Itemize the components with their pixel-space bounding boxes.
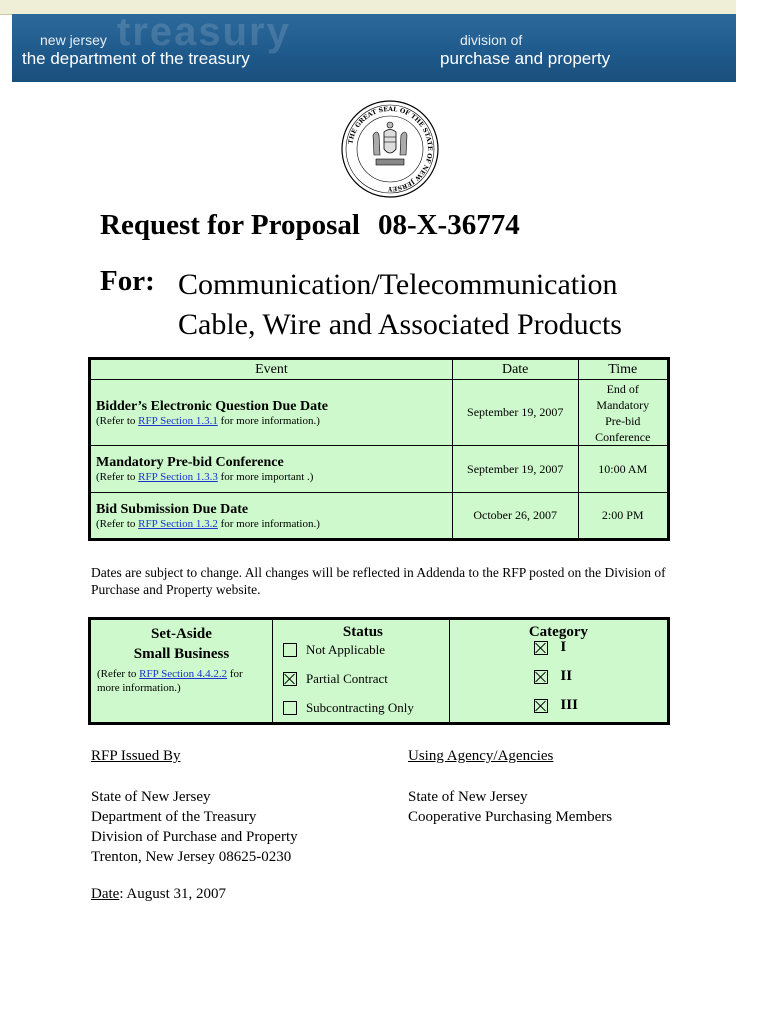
rfp-subject-line1: Communication/Telecommunication: [178, 268, 618, 301]
issued-by-address: [91, 787, 298, 867]
issued-by-heading: RFP Issued By: [91, 748, 181, 764]
event-reference: [96, 471, 447, 483]
ref-suffix: for more information.): [217, 414, 320, 427]
top-border-strip: [0, 0, 736, 15]
set-aside-heading: [97, 624, 266, 664]
issued-by-block: [91, 746, 298, 867]
event-date: September 19, 2007: [452, 446, 578, 493]
checkbox-icon[interactable]: [283, 701, 297, 715]
banner-division-label: division of: [460, 32, 523, 48]
table-row: [90, 493, 669, 540]
set-aside-heading-line1: Set-Aside: [151, 626, 212, 642]
set-aside-reference: [97, 667, 266, 695]
event-cell: [90, 493, 453, 540]
rfp-section-link[interactable]: RFP Section 1.3.3: [138, 471, 218, 483]
event-time-line: Mandatory: [596, 397, 650, 412]
event-name: Bidder’s Electronic Question Due Date: [96, 398, 329, 414]
event-cell: [90, 380, 453, 446]
rfp-number: 08-X-36774: [377, 209, 520, 241]
checkbox-checked-icon[interactable]: [534, 641, 548, 655]
set-aside-heading-line2: Small Business: [133, 646, 230, 662]
rfp-section-link[interactable]: RFP Section 1.3.1: [138, 414, 218, 427]
status-option-subcontracting-only: [283, 693, 443, 722]
banner-state-label: new jersey: [40, 32, 107, 48]
rfp-subject: [178, 265, 622, 345]
ref-prefix: (Refer to: [96, 517, 139, 530]
status-cell: [272, 619, 449, 724]
event-name: Bid Submission Due Date: [96, 501, 249, 517]
event-time-line: Conference: [595, 429, 651, 444]
issue-date: [91, 886, 226, 903]
events-header-event: Event: [90, 359, 453, 380]
ref-suffix: for more information.): [97, 668, 243, 694]
event-time-line: End of: [606, 381, 639, 396]
set-aside-table: [88, 617, 670, 725]
rfp-title-label: Request for Proposal: [100, 209, 360, 241]
event-time: 10:00 AM: [578, 446, 668, 493]
issue-date-label: Date: [91, 886, 120, 902]
category-label: I: [560, 639, 567, 655]
rfp-subject-line2: Cable, Wire and Associated Products: [178, 308, 622, 341]
using-agency-heading: Using Agency/Agencies: [408, 748, 554, 764]
checkbox-checked-icon[interactable]: [283, 672, 297, 686]
category-option-iii: [456, 691, 661, 720]
event-reference: [96, 518, 447, 530]
address-line: Department of the Treasury: [91, 809, 257, 825]
event-date: October 26, 2007: [452, 493, 578, 540]
ref-suffix: for more information.): [217, 517, 320, 530]
event-time: 2:00 PM: [578, 493, 668, 540]
status-option-partial-contract: [283, 664, 443, 693]
banner-department-label: the department of the treasury: [22, 49, 250, 68]
status-label: Not Applicable: [305, 641, 386, 657]
rfp-section-link[interactable]: RFP Section 1.3.2: [138, 517, 218, 530]
seal-inscription: THE GREAT SEAL OF THE STATE OF NEW JERSEY: [347, 105, 434, 193]
category-heading: Category: [528, 624, 588, 640]
using-agency-block: [408, 746, 612, 827]
set-aside-cell: [90, 619, 273, 724]
address-line: Division of Purchase and Property: [91, 829, 298, 845]
status-label: Partial Contract: [305, 670, 388, 686]
banner-watermark: treasury: [117, 14, 291, 54]
events-header-date: Date: [452, 359, 578, 380]
event-time: [578, 380, 668, 446]
ref-prefix: (Refer to: [96, 471, 139, 483]
agency-line: Cooperative Purchasing Members: [408, 809, 613, 825]
status-heading: Status: [342, 624, 383, 640]
for-label: For:: [100, 265, 155, 297]
table-row: [90, 446, 669, 493]
issue-date-value: : August 31, 2007: [119, 886, 227, 902]
checkbox-checked-icon[interactable]: [534, 670, 548, 684]
event-cell: [90, 446, 453, 493]
category-cell: [449, 619, 668, 724]
category-label: III: [560, 697, 578, 713]
banner-division-name: purchase and property: [440, 49, 611, 68]
event-date: September 19, 2007: [452, 380, 578, 446]
agency-line: State of New Jersey: [408, 789, 528, 805]
category-label: II: [560, 668, 573, 684]
rfp-section-link[interactable]: RFP Section 4.4.2.2: [139, 668, 228, 680]
events-table: [88, 357, 670, 541]
category-option-ii: [456, 662, 661, 691]
rfp-title: [100, 209, 520, 242]
nj-great-seal-icon: [340, 99, 440, 199]
ref-suffix: for more important .): [217, 471, 314, 483]
checkbox-checked-icon[interactable]: [534, 699, 548, 713]
table-row: [90, 380, 669, 446]
events-header-time: Time: [578, 359, 668, 380]
status-label: Subcontracting Only: [305, 699, 414, 715]
address-line: State of New Jersey: [91, 789, 211, 805]
ref-prefix: (Refer to: [96, 414, 139, 427]
checkbox-icon[interactable]: [283, 643, 297, 657]
using-agency-list: [408, 787, 612, 827]
treasury-banner: [12, 14, 736, 82]
address-line: Trenton, New Jersey 08625-0230: [91, 849, 292, 865]
dates-notice: Dates are subject to change. All changes will be reflected in Addenda to the RFP posted on the Division of Purchase and Property website.: [91, 565, 666, 597]
event-name: Mandatory Pre-bid Conference: [96, 455, 284, 470]
event-reference: [96, 415, 447, 427]
events-header-row: [90, 359, 669, 380]
ref-prefix: (Refer to: [97, 668, 140, 680]
event-time-line: Pre-bid: [605, 413, 641, 428]
